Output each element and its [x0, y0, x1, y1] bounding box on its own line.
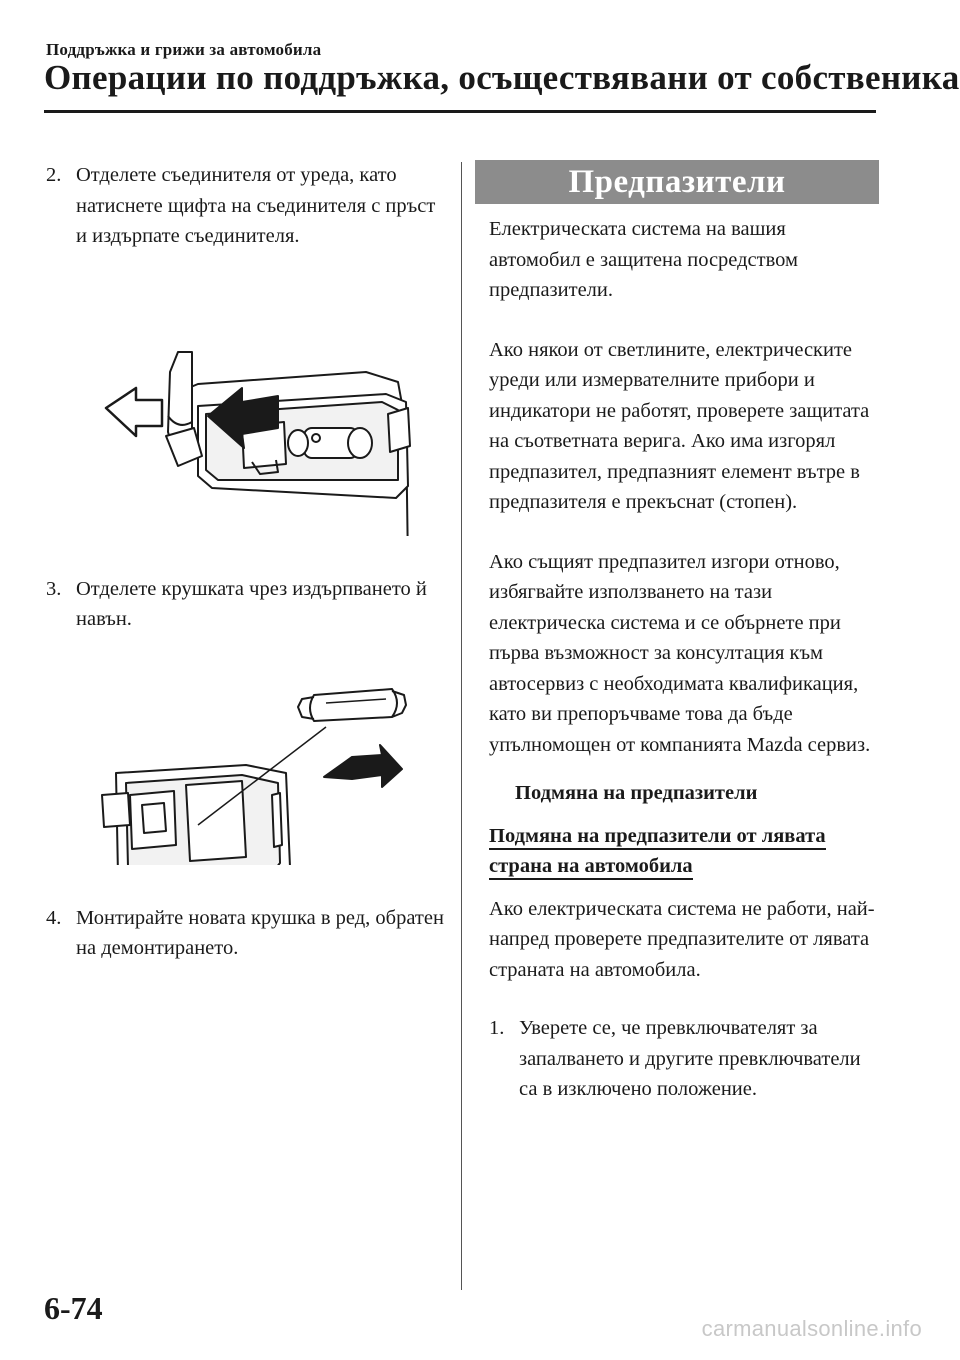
column-divider [461, 162, 462, 1290]
paragraph: Ако някои от светлините, електрическите уреди или измервателните прибори и индикатори не работят, проверете защитата на съответната верига. Ако има изгорял предпазител, предпазният елемент вътре в предпазителя е прекъснат (стопен). [489, 338, 870, 513]
paragraph: Ако същият предпазител изгори отново, избягвайте използването на тази електрическа система и се обърнете при първа възможност за консултация към автосервиз с необходимата квалификация, като ви препоръчваме това да бъде упълномощен от компанията Mazda сервиз. [489, 550, 871, 756]
step-number: 4. [46, 906, 62, 929]
section-banner: Предпазители [475, 160, 879, 204]
arrow-push-icon [324, 745, 402, 787]
step-number: 2. [46, 164, 62, 186]
step-number: 1. [489, 1017, 505, 1039]
breadcrumb: Поддръжка и грижи за автомобила [46, 40, 322, 59]
title-rule [44, 110, 876, 113]
step-text: Отделете съединителя от уреда, като натиснете щифта на съединителя с пръст и издърпате съединителя. [76, 164, 436, 247]
step-item [489, 1013, 879, 1105]
paragraph: Ако електрическата система не работи, най-напред проверете предпазителите от лявата страната на автомобила. [489, 897, 875, 981]
connector-removal-illustration [46, 276, 446, 536]
step-item [46, 903, 446, 964]
step-text: Отделете крушката чрез издърпването й навън. [76, 577, 427, 630]
step-number: 3. [46, 577, 62, 600]
sub-heading: Подмяна на предпазители [515, 782, 758, 804]
left-column [46, 160, 446, 964]
arrow-left-icon [106, 388, 162, 436]
watermark-text: carmanualsonline.info [701, 1316, 922, 1341]
paragraph: Електрическата система на вашия автомобил е защитена посредством предпазители. [489, 218, 798, 301]
step-item [46, 574, 446, 635]
underlined-heading [489, 821, 879, 882]
right-column [489, 160, 879, 1105]
page-number: 6-74 [44, 1290, 103, 1326]
step-text: Монтирайте новата крушка в ред, обратен на демонтирането. [76, 906, 444, 959]
step-text: Уверете се, че превключвателят за запалването и другите превключватели са в изключено положение. [519, 1017, 861, 1100]
underlined-heading-text: Подмяна на предпазители от лявата страна на автомобила [489, 825, 826, 881]
page-title: Операции по поддръжка, осъществявани от собственика [44, 58, 960, 97]
bulb-removal-illustration [46, 645, 446, 865]
step-item [46, 160, 446, 252]
